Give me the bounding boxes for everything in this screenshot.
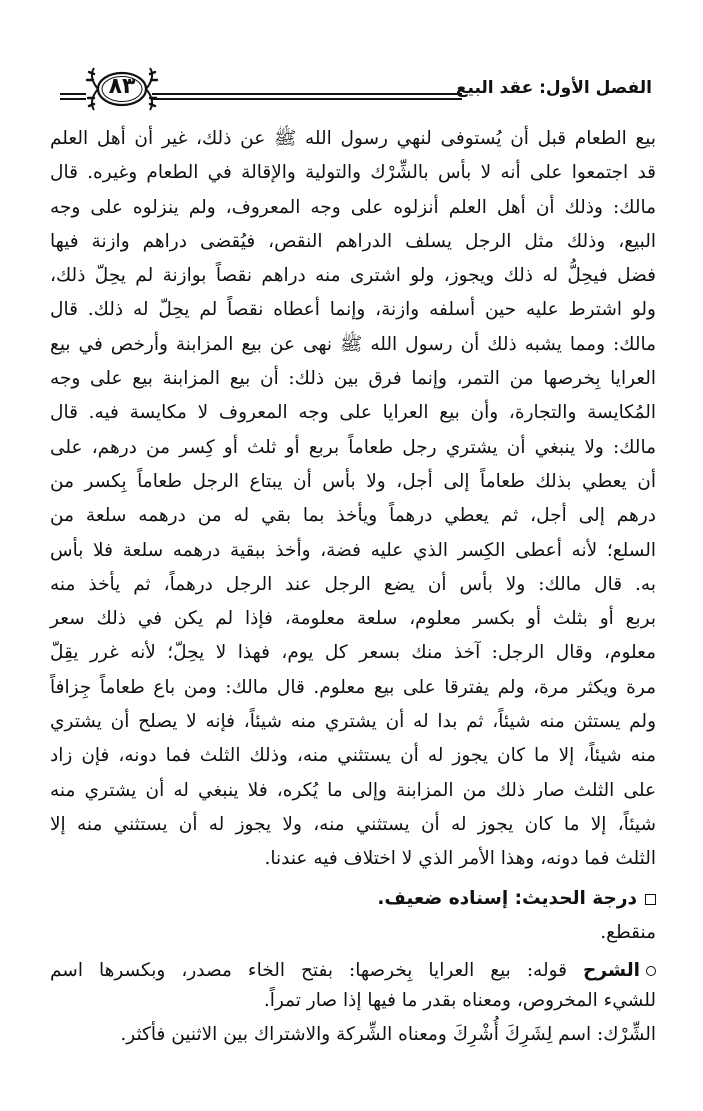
explanation-line: للشيء المخروص، ومعناه بقدر ما فيها إذا صار تمراً.: [263, 990, 656, 1011]
text-line: السلع؛ لأنه أعطى الكِسر الذي عليه فضة، وأخذ ببقية درهمه سلعة فلا بأس: [50, 539, 656, 561]
page-header: [52, 64, 652, 114]
text-line: على الثلث صار ذلك من المزابنة وإلى ما يُكره، فلا ينبغي له أن يشتري منه: [50, 779, 656, 801]
text-line: فضل فيحِلُّ له ذلك ويجوز، ولو اشترى منه دراهم نقصاً بوازنة لم يحِلّ ذلك،: [50, 265, 656, 287]
square-bullet-icon: [645, 894, 656, 905]
text-line: المُكايسة والتجارة، وأن بيع العرايا على وجه المعروف لا مكايسة فيه. قال: [50, 402, 656, 424]
text-line: أن يعطي بذلك طعاماً إلى أجل، ولا بأس أن يبتاع الرجل طعاماً بِكسر من: [50, 470, 656, 492]
text-line: بربع أو بثلث أو بكسر معلوم، سلعة معلومة، فإذا لم يكن في ذلك سعر: [50, 608, 656, 630]
main-text: [50, 122, 656, 877]
text-line: مالك: ومما يشبه ذلك أن رسول الله ﷺ نهى عن بيع المزابنة وأرخص في بيع: [50, 333, 656, 355]
text-line: معلوم، وقال الرجل: آخذ منك بسعر كل يوم، فهذا لا يحِلّ؛ لأنه غرر يقِلّ: [50, 642, 656, 664]
grade-label: درجة الحديث: إسناده ضعيف.: [377, 888, 637, 909]
text-line: ولو اشترط عليه حين أسلفه وازنة، وإنما أعطاه نقصاً لم يحِلّ له ذلك. قال: [50, 299, 656, 321]
notes-section: [50, 884, 656, 1050]
text-line-last: الثلث فما دونه، وهذا الأمر الذي لا اختلاف فيه عندنا.: [264, 848, 656, 870]
text-line: العرايا بِخرصها من التمر، وإنما فرق بين ذلك: أن بيع المزابنة بيع على وجه: [50, 368, 656, 390]
text-line: مالك: ولا ينبغي أن يشتري رجل طعاماً بربع أو ثلث أو كِسر من درهم، على: [50, 436, 656, 458]
explanation-text: قوله: بيع العرايا بِخرصها: بفتح الخاء مصدر، وبكسرها اسم: [50, 960, 568, 981]
text-line: مرة ويكثر مرة، ولم يفترقا على بيع معلوم. قال مالك: ومن باع طعاماً جِزافاً: [50, 676, 656, 698]
text-line: شيئاً، إلا ما كان يجوز له أن يستثني منه، ولا يجوز له أن يستثني منه إلا: [50, 813, 656, 835]
grade-continuation: منقطع.: [600, 922, 656, 943]
explanation-line: الشِّرْك: اسم لِشَرِكَ أُشْرِكَ ومعناه الشِّركة والاشتراك بين الاثنين فأكثر.: [120, 1024, 656, 1045]
text-line: مالك: وذلك أن أهل العلم أنزلوه على وجه المعروف، ولم ينزلوه على وجه: [50, 196, 656, 218]
text-line: قد اجتمعوا على أنه لا بأس بالشِّرْك والتولية والإقالة في الطعام وغيره. قال: [50, 162, 656, 184]
header-rule: [152, 98, 462, 100]
chapter-title: الفصل الأول: عقد البيع: [455, 78, 652, 98]
header-rule: [152, 93, 462, 95]
hadith-grade: [50, 884, 656, 914]
explanation-line: [50, 956, 656, 986]
text-line: بيع الطعام قبل أن يُستوفى لنهي رسول الله ﷺ عن ذلك، غير أن أهل العلم: [50, 128, 656, 149]
text-line: درهم إلى أجل، ثم يعطي درهماً ويأخذ بما بقي له من درهمه سلعة من: [50, 505, 656, 527]
text-line: ولم يستثن منه شيئاً، ثم بدا له أن يشتري منه شيئاً، فإنه لا يصلح أن يشتري: [50, 711, 656, 733]
explanation-label: الشرح: [583, 960, 641, 981]
text-line: البيع، وذلك مثل الرجل يسلف الدراهم النقص، فيُقضى دراهم وازنة فيها: [50, 230, 656, 252]
page-number: ٨٣: [108, 74, 136, 99]
page-number-ornament: [82, 64, 162, 114]
text-line: به. قال مالك: ولا بأس أن يضع الرجل عند الرجل درهماً، ثم يأخذ منه: [50, 573, 656, 595]
circle-bullet-icon: [646, 966, 656, 976]
text-line: منه شيئاً، إلا ما كان يجوز له أن يستثني منه، وذلك الثلث فما دونه، فإن زاد: [50, 745, 656, 767]
